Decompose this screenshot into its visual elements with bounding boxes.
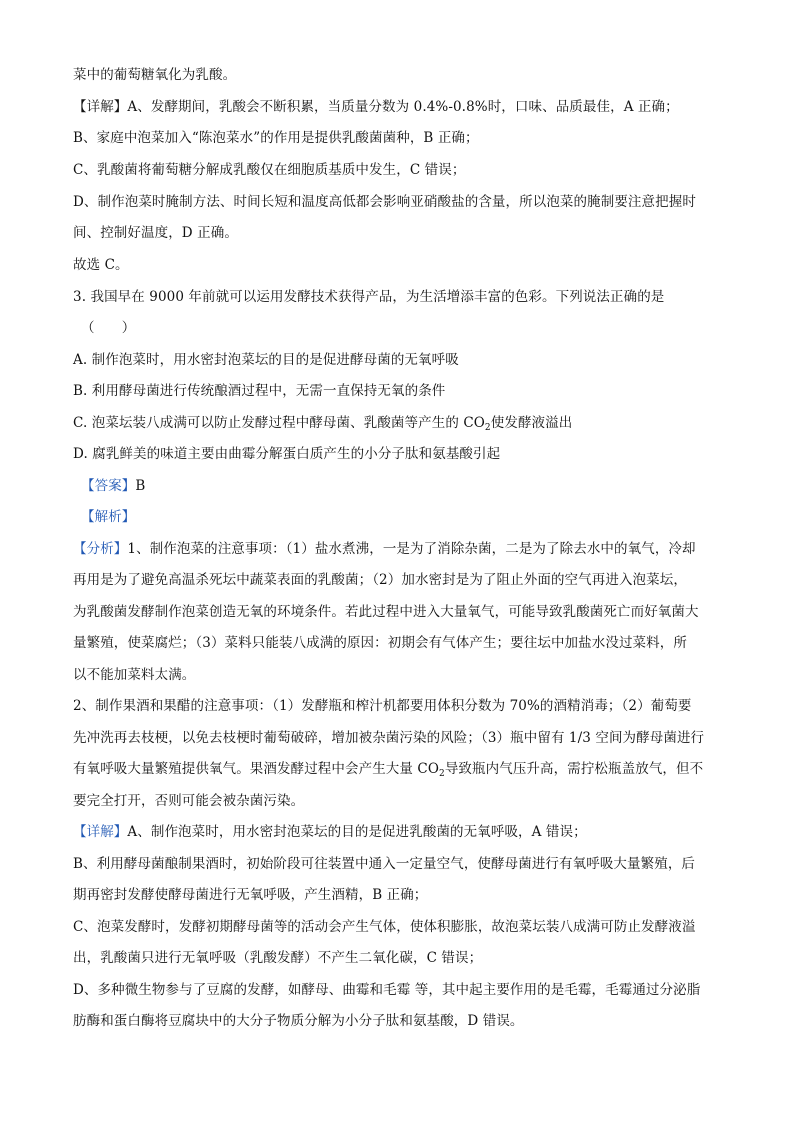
detail-text: A、制作泡菜时，用水密封泡菜坛的目的是促进乳酸菌的无氧呼吸，A 错误；	[127, 824, 587, 840]
option-b: B. 利用酵母菌进行传统酿酒过程中，无需一直保持无氧的条件	[73, 383, 446, 399]
text-line: 量繁殖，使菜腐烂；（3）菜料只能装八成满的原因：初期会有气体产生；要往坛中加盐水没过菜料，所	[73, 635, 687, 651]
answer-tag: 【答案】	[81, 478, 136, 494]
text-line: B、利用酵母菌酿制果酒时，初始阶段可往装置中通入一定量空气，使酵母菌进行有氧呼吸大量繁殖，后	[73, 856, 696, 872]
analysis-tag: 【解析】	[81, 509, 136, 525]
text-line: 出，乳酸菌只进行无氧呼吸（乳酸发酵）不产生二氧化碳，C 错误；	[73, 950, 483, 966]
option-d: D. 腐乳鲜美的味道主要由曲霉分解蛋白质产生的小分子肽和氨基酸引起	[73, 446, 501, 462]
question-blank: （ ）	[81, 320, 136, 336]
text-line	[73, 540, 723, 558]
text-line: 【详解】A、发酵期间，乳酸会不断积累，当质量分数为 0.4%-0.8%时，口味、品质最佳，A 正确；	[73, 99, 679, 115]
text-line: 期再密封发酵使酵母菌进行无氧呼吸，产生酒精，B 正确；	[73, 887, 428, 903]
text-line: D、制作泡菜时腌制方法、时间长短和温度高低都会影响亚硝酸盐的含量，所以泡菜的腌制要注意把握时	[73, 194, 696, 210]
text-line: 肪酶和蛋白酶将豆腐块中的大分子物质分解为小分子肽和氨基酸，D 错误。	[73, 1013, 524, 1029]
text-line: C、泡菜发酵时，发酵初期酵母菌等的活动会产生气体，使体积膨胀，故泡菜坛装八成满可防止发酵液溢	[73, 919, 696, 935]
text-line: B、家庭中泡菜加入“陈泡菜水”的作用是提供乳酸菌菌种，B 正确；	[73, 130, 479, 146]
text-line: 菜中的葡萄糖氧化为乳酸。	[73, 67, 237, 83]
text-line: 2、制作果酒和果醋的注意事项：（1）发酵瓶和榨汁机都要用体积分数为 70%的酒精消毒；（2）葡萄要	[73, 698, 692, 714]
fenxi-text: 1、制作泡菜的注意事项：（1）盐水煮沸，一是为了消除杂菌，二是为了除去水中的氧气，冷却	[127, 541, 696, 557]
text-line: 要完全打开，否则可能会被杂菌污染。	[73, 793, 305, 809]
text-segment: 导致瓶内气压升高，需拧松瓶盖放气，但不	[444, 761, 704, 777]
text-line: D、多种微生物参与了豆腐的发酵，如酵母、曲霉和毛霉 等，其中起主要作用的是毛霉，毛霉通过分泌脂	[73, 982, 701, 998]
co2-subscript: 2	[484, 423, 491, 433]
text-line: C、乳酸菌将葡萄糖分解成乳酸仅在细胞质基质中发生，C 错误；	[73, 162, 466, 178]
co2-subscript: 2	[439, 769, 445, 779]
question-stem: 3. 我国早在 9000 年前就可以运用发酵技术获得产品，为生活增添丰富的色彩。下列说法正确的是	[73, 289, 665, 305]
answer-value: B	[135, 478, 146, 494]
text-line: 为乳酸菌发酵制作泡菜创造无氧的环境条件。若此过程中进入大量氧气，可能导致乳酸菌死亡而好氧菌大	[73, 604, 699, 620]
answer-line	[81, 477, 731, 495]
text-line: 以不能加菜料太满。	[73, 667, 196, 683]
fenxi-tag: 【分析】	[73, 541, 128, 557]
text-line	[73, 823, 723, 841]
text-segment: 有氧呼吸大量繁殖提供氧气。果酒发酵过程中会产生大量 CO	[73, 761, 439, 777]
detail-tag: 【详解】	[73, 824, 128, 840]
text-line: 再用是为了避免高温杀死坛中蔬菜表面的乳酸菌；（2）加水密封是为了阻止外面的空气再进入泡菜坛，	[73, 572, 687, 588]
text-line	[73, 760, 723, 783]
text-line: 间、控制好温度，D 正确。	[73, 225, 238, 241]
text-line: 故选 C。	[73, 257, 129, 273]
option-c	[73, 414, 723, 437]
option-c-text-end: 使发酵液溢出	[490, 415, 573, 431]
option-a: A. 制作泡菜时，用水密封泡菜坛的目的是促进酵母菌的无氧呼吸	[73, 352, 459, 368]
text-line: 先冲洗再去枝梗，以免去枝梗时葡萄破碎，增加被杂菌污染的风险；（3）瓶中留有 1/3 空间为酵母菌进行	[73, 730, 705, 746]
option-c-text: C. 泡菜坛装八成满可以防止发酵过程中酵母菌、乳酸菌等产生的 CO	[73, 415, 485, 431]
